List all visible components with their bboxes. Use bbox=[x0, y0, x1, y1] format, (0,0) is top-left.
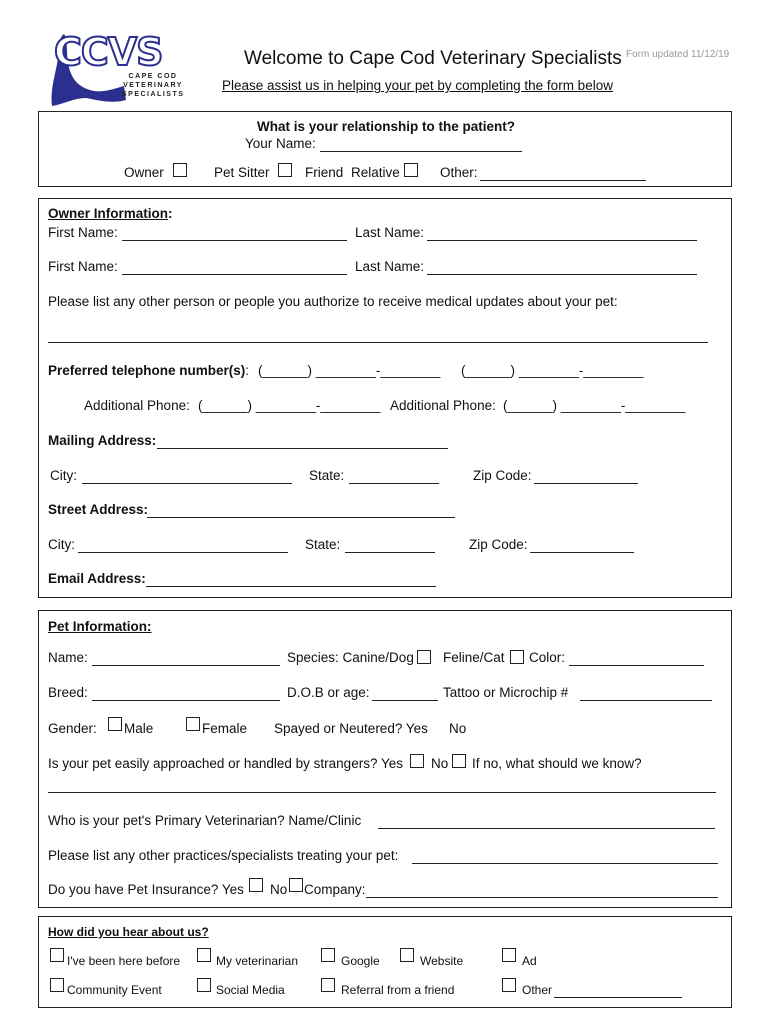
species-label: Species: Canine/Dog bbox=[287, 650, 414, 665]
feline-checkbox[interactable] bbox=[510, 650, 524, 664]
preferred-phone-input-1[interactable]: (______) ________-________ bbox=[258, 363, 441, 378]
insurance-yes-checkbox[interactable] bbox=[249, 878, 263, 892]
spayed-no-label: No bbox=[449, 721, 467, 736]
website-label: Website bbox=[420, 954, 464, 968]
pet-name-label: Name: bbox=[48, 650, 88, 665]
email-address-label: Email Address: bbox=[48, 571, 146, 586]
approach-yes-checkbox[interactable] bbox=[410, 754, 424, 768]
authorized-persons-input[interactable] bbox=[48, 328, 708, 343]
company-input[interactable] bbox=[366, 883, 718, 898]
other-practices-label: Please list any other practices/specialists treating your pet: bbox=[48, 848, 399, 863]
approach-notes-input[interactable] bbox=[48, 778, 716, 793]
color-input[interactable] bbox=[569, 651, 704, 666]
breed-label: Breed: bbox=[48, 685, 88, 700]
primary-vet-label: Who is your pet's Primary Veterinarian? Name/Clinic bbox=[48, 813, 362, 828]
mailing-address-input[interactable] bbox=[157, 434, 448, 449]
state-label: State: bbox=[309, 468, 345, 483]
other-practices-input[interactable] bbox=[412, 849, 718, 864]
feline-label: Feline/Cat bbox=[443, 650, 505, 665]
community-event-checkbox[interactable] bbox=[50, 978, 64, 992]
city-label-2: City: bbox=[48, 537, 75, 552]
breed-input[interactable] bbox=[92, 686, 280, 701]
logo-text: CCVS bbox=[54, 30, 163, 74]
ccvs-logo bbox=[46, 28, 186, 108]
additional-phone-label-1: Additional Phone: bbox=[84, 398, 190, 413]
form-updated-note: Form updated 11/12/19 bbox=[626, 49, 730, 60]
first-name-input[interactable] bbox=[122, 226, 347, 241]
spayed-label: Spayed or Neutered? Yes bbox=[274, 721, 428, 736]
female-checkbox[interactable] bbox=[186, 717, 200, 731]
first-name-label: First Name: bbox=[48, 225, 118, 240]
city-input[interactable] bbox=[82, 469, 292, 484]
logo-subtitle: CAPE COD VETERINARY SPECIALISTS bbox=[122, 73, 185, 98]
approach-question: Is your pet easily approached or handled by strangers? Yes bbox=[48, 756, 403, 771]
been-here-before-checkbox[interactable] bbox=[50, 948, 64, 962]
additional-phone-input-2[interactable]: (______) ________-________ bbox=[503, 398, 686, 413]
relationship-question: What is your relationship to the patient? bbox=[257, 119, 516, 134]
state-input[interactable] bbox=[349, 469, 439, 484]
insurance-no-label: No bbox=[270, 882, 288, 897]
primary-vet-input[interactable] bbox=[378, 814, 715, 829]
male-label: Male bbox=[124, 721, 154, 736]
zip-input[interactable] bbox=[534, 469, 638, 484]
authorize-text: Please list any other person or people you authorize to receive medical updates about your pet: bbox=[48, 294, 618, 309]
pet-sitter-option-label: Pet Sitter bbox=[214, 165, 270, 180]
last-name-input[interactable] bbox=[427, 226, 697, 241]
city-label: City: bbox=[50, 468, 77, 483]
email-address-input[interactable] bbox=[146, 572, 436, 587]
other-source-label: Other bbox=[522, 983, 553, 997]
been-here-before-label: I've been here before bbox=[67, 954, 181, 968]
company-label: Company: bbox=[304, 882, 366, 897]
other-relationship-input[interactable] bbox=[480, 166, 646, 181]
other-option-label: Other: bbox=[440, 165, 478, 180]
zip-label: Zip Code: bbox=[473, 468, 532, 483]
approach-no-checkbox[interactable] bbox=[452, 754, 466, 768]
preferred-phone-input-2[interactable]: (______) ________-________ bbox=[461, 363, 644, 378]
state-input-2[interactable] bbox=[345, 538, 435, 553]
relative-option-label: Relative bbox=[351, 165, 400, 180]
friend-option-label: Friend bbox=[305, 165, 344, 180]
pet-name-input[interactable] bbox=[92, 651, 280, 666]
zip-input-2[interactable] bbox=[530, 538, 634, 553]
your-name-label: Your Name: bbox=[245, 136, 316, 151]
page-subtitle: Please assist us in helping your pet by completing the form below bbox=[222, 78, 613, 93]
community-event-label: Community Event bbox=[67, 983, 162, 997]
other-source-input[interactable] bbox=[554, 983, 682, 998]
referral-friend-label: Referral from a friend bbox=[341, 983, 455, 997]
additional-phone-input-1[interactable]: (______) ________-________ bbox=[198, 398, 381, 413]
social-media-label: Social Media bbox=[216, 983, 285, 997]
my-veterinarian-checkbox[interactable] bbox=[197, 948, 211, 962]
pet-sitter-checkbox[interactable] bbox=[278, 163, 292, 177]
street-address-label: Street Address: bbox=[48, 502, 149, 517]
first-name-label-2: First Name: bbox=[48, 259, 118, 274]
additional-phone-label-2: Additional Phone: bbox=[390, 398, 496, 413]
male-checkbox[interactable] bbox=[108, 717, 122, 731]
referral-heading: How did you hear about us? bbox=[48, 925, 209, 939]
ad-checkbox[interactable] bbox=[502, 948, 516, 962]
dob-label: D.O.B or age: bbox=[287, 685, 370, 700]
approach-no-label: No bbox=[431, 756, 449, 771]
preferred-phone-label: Preferred telephone number(s): bbox=[48, 363, 250, 378]
approach-followup: If no, what should we know? bbox=[472, 756, 642, 771]
owner-information-heading: Owner Information: bbox=[48, 206, 173, 221]
google-label: Google bbox=[341, 954, 380, 968]
pet-information-heading: Pet Information: bbox=[48, 619, 152, 634]
page-title: Welcome to Cape Cod Veterinary Specialists bbox=[244, 48, 622, 69]
insurance-label: Do you have Pet Insurance? Yes bbox=[48, 882, 244, 897]
zip-label-2: Zip Code: bbox=[469, 537, 528, 552]
dob-input[interactable] bbox=[372, 686, 438, 701]
other-source-checkbox[interactable] bbox=[502, 978, 516, 992]
city-input-2[interactable] bbox=[78, 538, 288, 553]
your-name-input[interactable] bbox=[320, 137, 522, 152]
canine-checkbox[interactable] bbox=[417, 650, 431, 664]
last-name-input-2[interactable] bbox=[427, 260, 697, 275]
owner-option-label: Owner bbox=[124, 165, 164, 180]
state-label-2: State: bbox=[305, 537, 341, 552]
tattoo-label: Tattoo or Microchip # bbox=[443, 685, 569, 700]
referral-friend-checkbox[interactable] bbox=[321, 978, 335, 992]
google-checkbox[interactable] bbox=[321, 948, 335, 962]
website-checkbox[interactable] bbox=[400, 948, 414, 962]
owner-checkbox[interactable] bbox=[173, 163, 187, 177]
my-veterinarian-label: My veterinarian bbox=[216, 954, 299, 968]
last-name-label: Last Name: bbox=[355, 225, 425, 240]
ad-label: Ad bbox=[522, 954, 537, 968]
color-label: Color: bbox=[529, 650, 566, 665]
insurance-no-checkbox[interactable] bbox=[289, 878, 303, 892]
friend-relative-checkbox[interactable] bbox=[404, 163, 418, 177]
street-address-input[interactable] bbox=[147, 503, 455, 518]
female-label: Female bbox=[202, 721, 248, 736]
first-name-input-2[interactable] bbox=[122, 260, 347, 275]
gender-label: Gender: bbox=[48, 721, 97, 736]
mailing-address-label: Mailing Address: bbox=[48, 433, 157, 448]
social-media-checkbox[interactable] bbox=[197, 978, 211, 992]
tattoo-input[interactable] bbox=[580, 686, 712, 701]
last-name-label-2: Last Name: bbox=[355, 259, 425, 274]
